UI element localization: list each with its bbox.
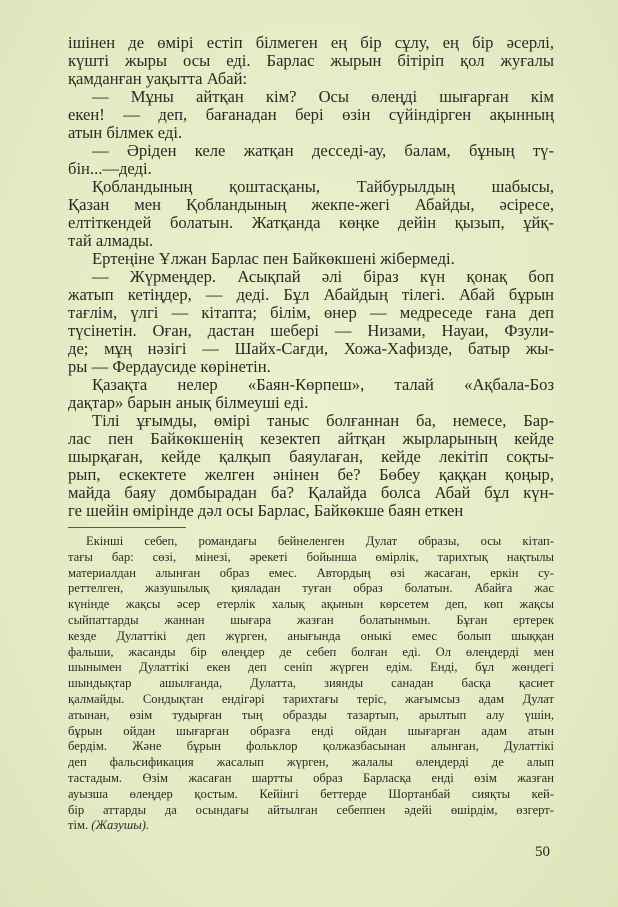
text-line: тай алмады.	[68, 232, 154, 250]
footnote-line: бір аттарды да осындағы айтылған себеппен әдейі өшірдім, өзгерт-	[68, 802, 554, 817]
footnote-line: фальши, жасанды бір өлеңдер де себеп болған еді. Ол өлеңдерді мен	[68, 644, 554, 659]
footnote-line: күнінде жақсы әсер етерлік халық ақынын көрсетем деп, көп жақсы	[68, 597, 554, 612]
text-line: атын білмек еді.	[68, 124, 183, 142]
footnote-last-text: тім.	[68, 818, 89, 833]
text-line: қамданған уақытта Абай:	[68, 70, 248, 88]
text-line: күшті жыры осы еді. Барлас жырын бітіріп қол жуғалы	[68, 52, 554, 70]
text-line: Тілі ұғымды, өмірі таныс болғаннан ба, немесе, Бар-	[92, 412, 554, 430]
footnote-line: тағы бар: сөзі, мінезі, әрекеті бойынша өмірлік, тарихтық нақтылы	[68, 549, 554, 564]
footnote-signature: (Жазушы).	[91, 818, 150, 833]
footnote-line: атынан, өзім тудырған тың образды тазартып, арылтып алу үшін,	[68, 707, 554, 722]
text-line: бін...—деді.	[68, 160, 152, 178]
text-line: ге шейін өмірінде дәл осы Барлас, Байкөкше баян еткен	[68, 502, 464, 520]
footnote-line: реттелген, жазушылық қияладан туған образ болатын. Абайға жас	[68, 581, 554, 596]
text-line: рып, ескектете желген әнінен бе? Бөбеу қаққан қоңыр,	[68, 466, 554, 484]
text-line: дақтар» барын анық білмеуші еді.	[68, 394, 309, 412]
footnote-line: кезде Дулаттікі деп жүрген, анығында оныкі емес болып шыққан	[68, 628, 554, 643]
footnote-line: шындықтар ашылғанда, Дулатта, зиянды санадан басқа қасиет	[68, 676, 554, 691]
text-line: ішінен де өмірі естіп білмеген ең бір сұлу, ең бір әсерлі,	[68, 34, 554, 52]
text-line: тағлім, үлгі — кітапта; білім, өнер — медреседе ғана деп	[68, 304, 554, 322]
main-text	[68, 34, 554, 520]
footnote-divider	[68, 527, 186, 528]
text-line: майда баяу домбырадан ба? Қалайда болса Абай бұл күн-	[68, 484, 554, 502]
text-line: лас пен Байкөкшенің кезектеп айтқан жырларының кейде	[68, 430, 554, 448]
text-line: де; мұң нәзігі — Шайх-Сағди, Хожа-Хафизде, батыр жы-	[68, 340, 554, 358]
text-line: Қобландының қоштасқаны, Тайбурылдың шабысы,	[92, 178, 554, 196]
text-line: — Мұны айтқан кім? Осы өлеңді шығарған кім	[92, 88, 554, 106]
footnote-line: бұрын ойдан шығарған образға енді ойдан шығарған адам атын	[68, 723, 554, 738]
footnote-line: ауызша өлеңдер қостым. Кейінгі беттерде Шортанбай сияқты кей-	[68, 786, 554, 801]
text-line: ры — Фердаусиде көрінетін.	[68, 358, 271, 376]
footnote-line: деп фальсификация жасалып жүрген, жалалы өлеңдерді де алып	[68, 755, 554, 770]
text-line: Қазақта нелер «Баян-Көрпеш», талай «Ақбала-Боз	[92, 376, 554, 394]
footnote-line	[68, 818, 554, 834]
text-line: түсінетін. Оған, дастан шебері — Низами, Науаи, Фзули-	[68, 322, 554, 340]
text-line: — Әріден келе жатқан десседі-ау, балам, бұның тү-	[92, 142, 554, 160]
footnote-line: Екінші себеп, романдағы бейнеленген Дулат образы, осы кітап-	[86, 534, 554, 548]
text-line: Қазан мен Қобландының жекпе-жегі Абайды, әсіресе,	[68, 196, 554, 214]
footnote-line: шынымен Дулаттікі екен деп сеніп жүрген едім. Енді, бұл жөндегі	[68, 660, 554, 675]
footnote-line: қалмайды. Сондықтан ендігәрі тарихтағы теріс, жағымсыз адам Дулат	[68, 691, 554, 706]
text-line: жатып кетіңдер, — деді. Бұл Абайдың тілегі. Абай бұрын	[68, 286, 554, 304]
footnote-line: бердім. Және бұрын фольклор қолжазбасынан алынған, Дулаттікі	[68, 739, 554, 754]
text-line: елтіткендей болатын. Жатқанда көңке дейін қызып, ұйқ-	[68, 214, 554, 232]
text-line: шырқаған, кейде қалқып баяулаған, кейде лекітіп соқты-	[68, 448, 554, 466]
text-line: — Жүрмеңдер. Асықпай әлі біраз күн қонақ боп	[92, 268, 554, 286]
footnote-line: материалдан алынған образ емес. Автордың өзі жасаған, еркін су-	[68, 565, 554, 580]
page-number: 50	[535, 844, 550, 860]
text-line: Ертеңіне Ұлжан Барлас пен Байкөкшені жібермеді.	[92, 250, 455, 268]
text-line: екен! — деп, бағанадан бері өзін сүйіндірген ақынның	[68, 106, 554, 124]
footnote-line: сыйпаттарды жаннан шығара жазған болатынмын. Бұған ертерек	[68, 612, 554, 627]
footnote	[68, 534, 554, 834]
footnote-line: тастадым. Өзім жасаған шартты образ Барласқа енді өзім жазған	[68, 770, 554, 785]
